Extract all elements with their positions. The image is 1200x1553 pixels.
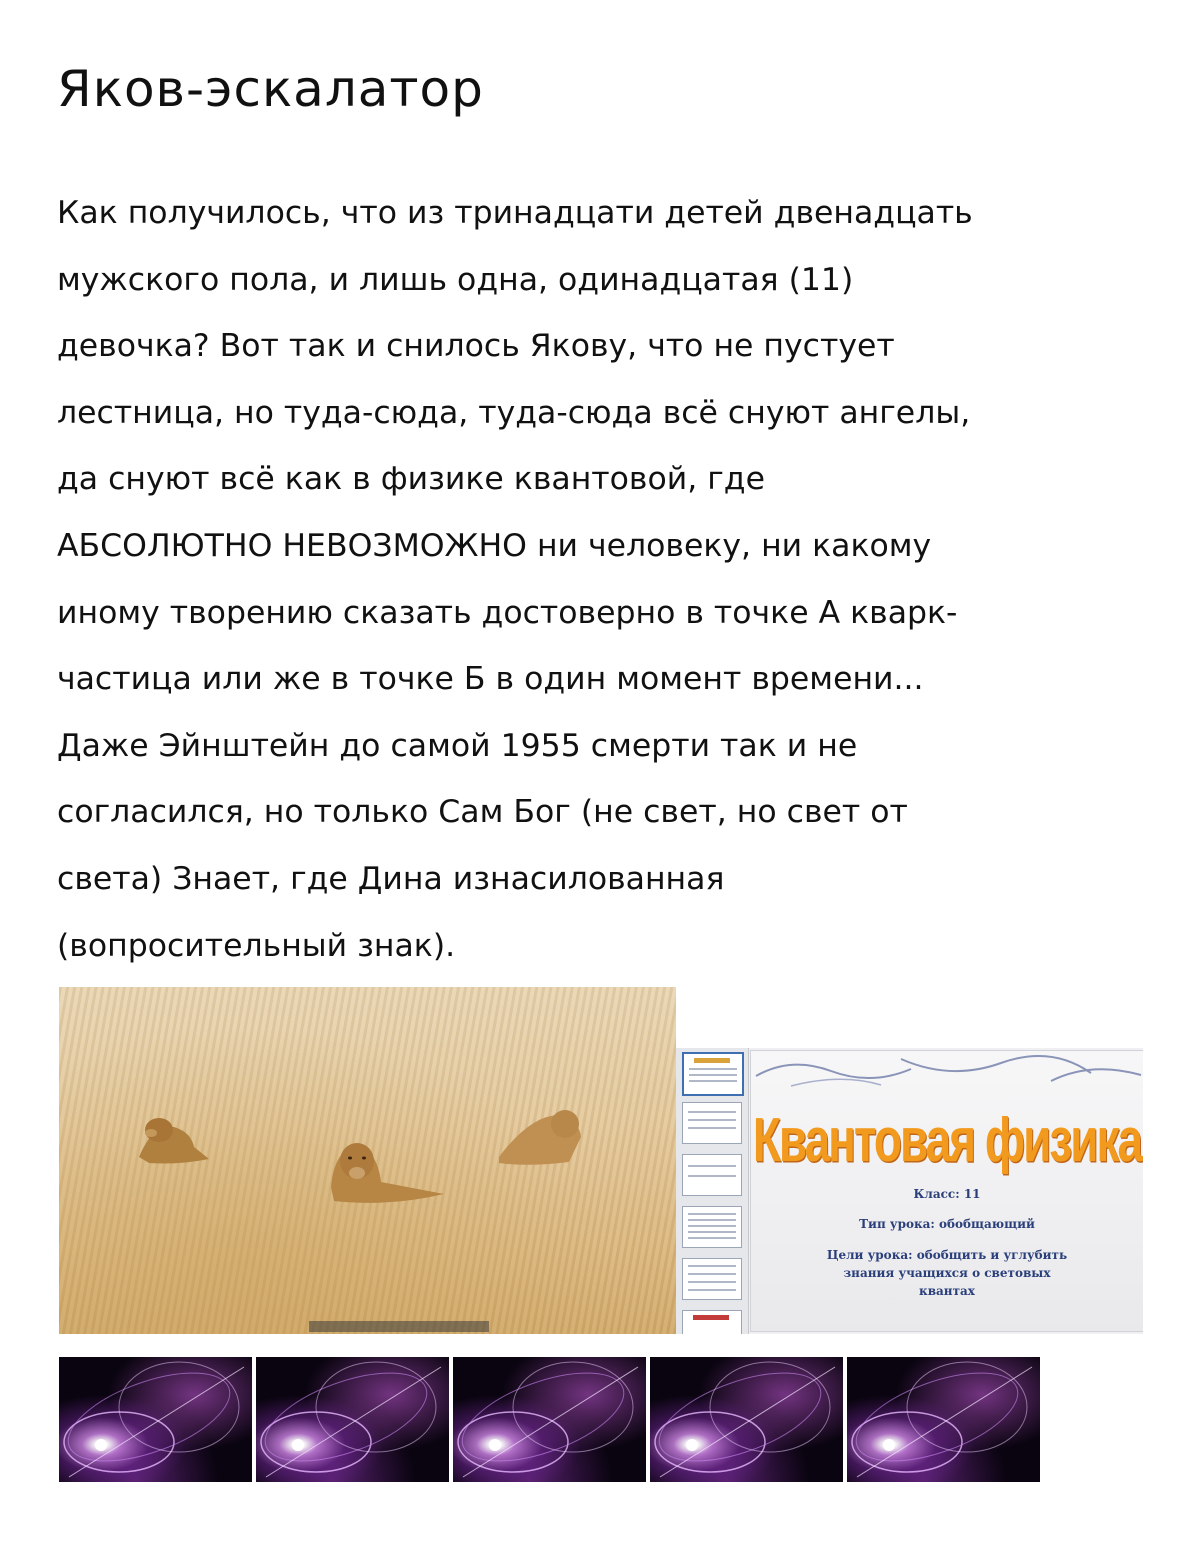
photo-caption-strip [309, 1321, 489, 1332]
paragraph-line: АБСОЛЮТНО НЕВОЗМОЖНО ни человеку, ни какому [57, 527, 932, 564]
slide-thumbnail [682, 1052, 744, 1096]
slide-goal-line: квантах [919, 1284, 975, 1298]
galaxy-image [256, 1357, 449, 1482]
page-title: Яков-эскалатор [57, 60, 484, 118]
paragraph-line: лестница, но туда-сюда, туда-сюда всё снуют ангелы, [57, 394, 971, 431]
slide-thumbnail [682, 1206, 742, 1248]
slide-title: Квантовая физика [752, 1104, 1142, 1175]
galaxy-image [847, 1357, 1040, 1482]
body-paragraph [57, 180, 1157, 979]
lion-center-visible [331, 1143, 444, 1203]
slide-class-line: Класс: 11 [913, 1187, 981, 1201]
slide-goal-line: знания учащихся о световых [843, 1266, 1051, 1280]
slide-thumbnail [682, 1154, 742, 1196]
slide-goal-line: Цели урока: обобщить и углубить [826, 1248, 1068, 1262]
slide-screenshot [676, 1048, 1143, 1334]
swirl-decoration [751, 1051, 1143, 1091]
paragraph-line: да снуют всё как в физике квантовой, где [57, 461, 765, 498]
slide-thumbnail [682, 1258, 742, 1300]
paragraph-line: Как получилось, что из тринадцати детей двенадцать [57, 195, 973, 231]
lion-left [139, 1118, 209, 1164]
paragraph-line: Даже Эйнштейн до самой 1955 смерти так и не [57, 727, 858, 764]
slide-thumbnails-panel [676, 1048, 749, 1334]
paragraph-line: света) Знает, где Дина изнасилованная [57, 860, 725, 897]
slide-type-line: Тип урока: обобщающий [859, 1217, 1035, 1231]
paragraph-line: частица или же в точке Б в один момент времени... [57, 661, 924, 698]
lion-right [499, 1110, 581, 1165]
galaxy-image [59, 1357, 252, 1482]
paragraph-line: (вопросительный знак). [57, 927, 456, 964]
paragraph-line: мужского пола, и лишь одна, одинадцатая (11) [57, 261, 854, 298]
lions-illustration [59, 987, 676, 1334]
slide-thumbnail [682, 1102, 742, 1144]
paragraph-line: девочка? Вот так и снилось Якову, что не пустует [57, 328, 895, 365]
galaxy-image [453, 1357, 646, 1482]
galaxy-image [650, 1357, 843, 1482]
paragraph-line: согласился, но только Сам Бог (не свет, но свет от [57, 794, 908, 831]
slide-main [750, 1050, 1143, 1332]
slide-thumbnail [682, 1310, 742, 1334]
lions-photo [59, 987, 676, 1334]
paragraph-line: иному творению сказать достоверно в точке А кварк- [57, 594, 958, 631]
